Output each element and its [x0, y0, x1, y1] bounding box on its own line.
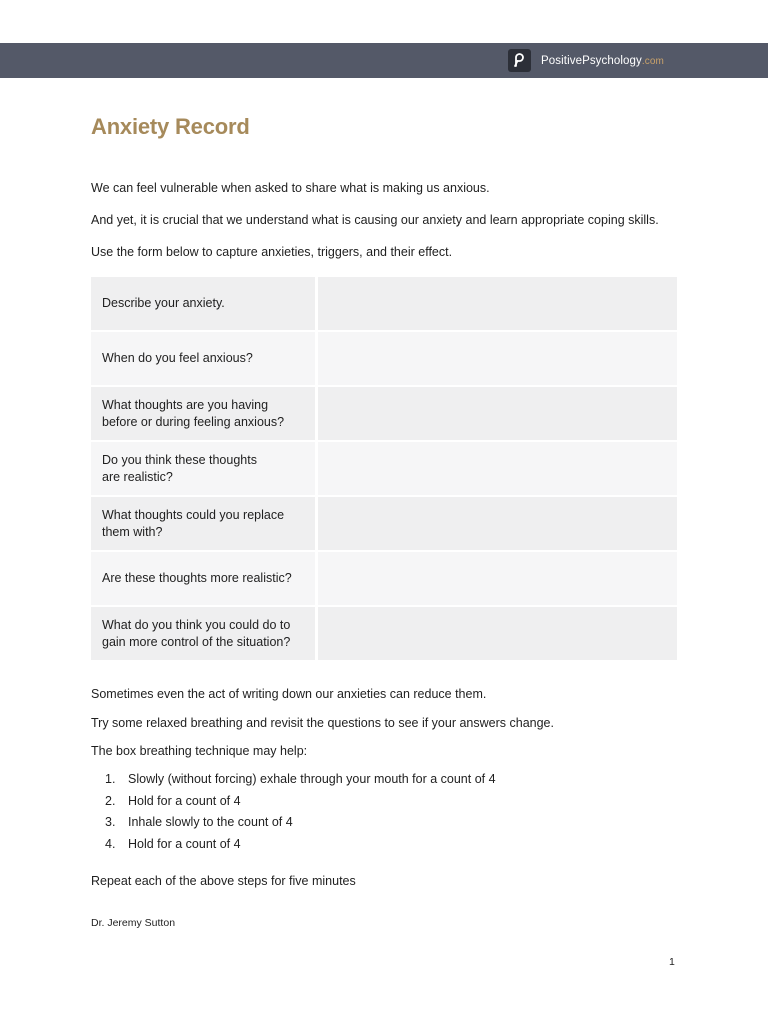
intro-paragraph-1: We can feel vulnerable when asked to share what is making us anxious.	[91, 181, 490, 195]
answer-field-replace-thoughts[interactable]	[318, 497, 677, 550]
header-bar	[0, 43, 768, 78]
step-number: 1.	[105, 772, 116, 786]
intro-paragraph-3: Use the form below to capture anxieties, triggers, and their effect.	[91, 245, 453, 259]
after-paragraph-3: The box breathing technique may help:	[91, 744, 308, 758]
answer-field-describe-anxiety[interactable]	[318, 277, 677, 330]
answer-field-gain-control[interactable]	[318, 607, 677, 660]
step-text: Hold for a count of 4	[128, 837, 241, 852]
page-number: 1	[669, 956, 675, 968]
p-logo-icon	[508, 49, 531, 72]
intro-paragraph-2: And yet, it is crucial that we understand what is causing our anxiety and learn appropriate coping skills.	[91, 213, 659, 227]
author-credit: Dr. Jeremy Sutton	[91, 917, 176, 929]
step-number: 4.	[105, 837, 116, 852]
form-row	[91, 442, 677, 497]
answer-field-thoughts-realistic[interactable]	[318, 442, 677, 495]
answer-field-more-realistic[interactable]	[318, 552, 677, 605]
step-number: 2.	[105, 793, 116, 808]
answer-field-thoughts-having[interactable]	[318, 387, 677, 440]
after-paragraph-2: Try some relaxed breathing and revisit the questions to see if your answers change.	[91, 716, 554, 730]
form-row	[91, 332, 677, 387]
question-thoughts-realistic: Do you think these thoughts are realistic?	[91, 442, 315, 495]
question-gain-control: What do you think you could do to gain more control of the situation?	[91, 607, 315, 660]
question-replace-thoughts: What thoughts could you replace them with?	[91, 497, 315, 550]
form-row	[91, 277, 677, 332]
step-text: Hold for a count of 4	[128, 793, 241, 808]
form-row	[91, 387, 677, 442]
brand-name-main: PositivePsychology	[541, 54, 642, 67]
list-item	[91, 836, 496, 858]
list-item	[91, 771, 496, 793]
form-row	[91, 607, 677, 662]
brand-domain: .com	[641, 55, 664, 67]
form-row	[91, 497, 677, 552]
form-row	[91, 552, 677, 607]
closing-paragraph: Repeat each of the above steps for five minutes	[91, 874, 356, 888]
list-item	[91, 814, 496, 836]
brand-name	[541, 55, 664, 67]
list-item	[91, 793, 496, 815]
question-when-anxious: When do you feel anxious?	[91, 332, 315, 385]
question-thoughts-having: What thoughts are you having before or during feeling anxious?	[91, 387, 315, 440]
step-text: Slowly (without forcing) exhale through your mouth for a count of 4	[128, 772, 496, 786]
page-title: Anxiety Record	[91, 114, 250, 139]
brand-logo-link[interactable]	[508, 49, 664, 72]
after-paragraph-1: Sometimes even the act of writing down our anxieties can reduce them.	[91, 687, 487, 701]
anxiety-record-form	[91, 277, 677, 662]
step-text: Inhale slowly to the count of 4	[128, 815, 293, 830]
step-number: 3.	[105, 815, 116, 830]
box-breathing-steps	[91, 771, 496, 858]
question-more-realistic: Are these thoughts more realistic?	[91, 552, 315, 605]
question-describe-anxiety: Describe your anxiety.	[91, 277, 315, 330]
answer-field-when-anxious[interactable]	[318, 332, 677, 385]
